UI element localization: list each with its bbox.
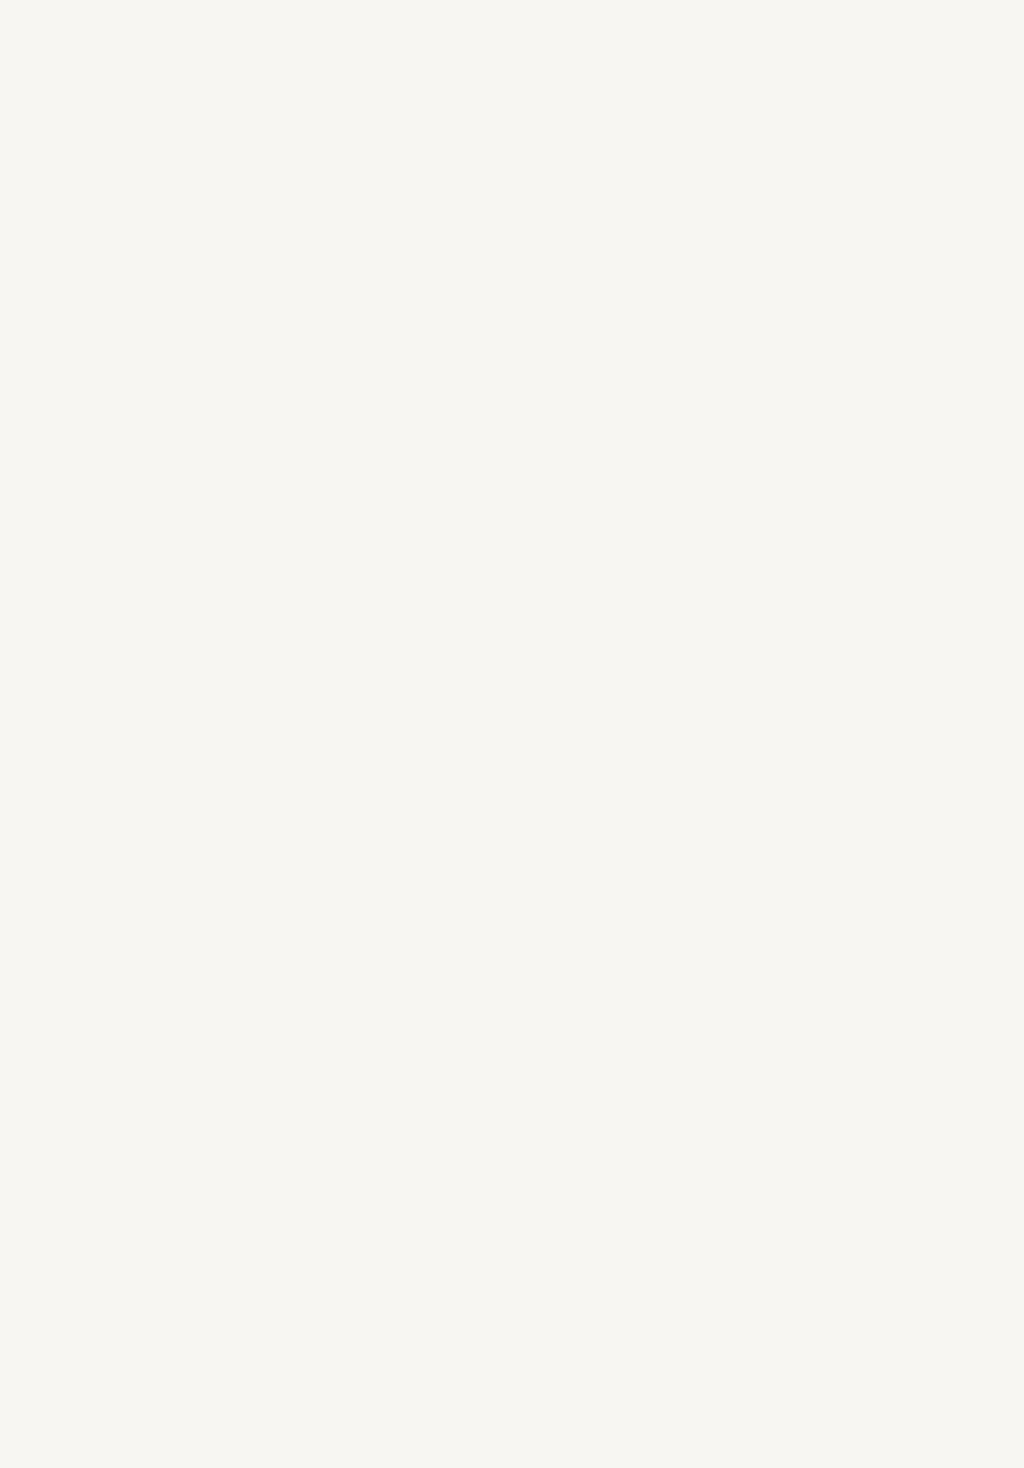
- section-heading: [106, 380, 966, 418]
- thirteenth-term-section: [106, 380, 966, 418]
